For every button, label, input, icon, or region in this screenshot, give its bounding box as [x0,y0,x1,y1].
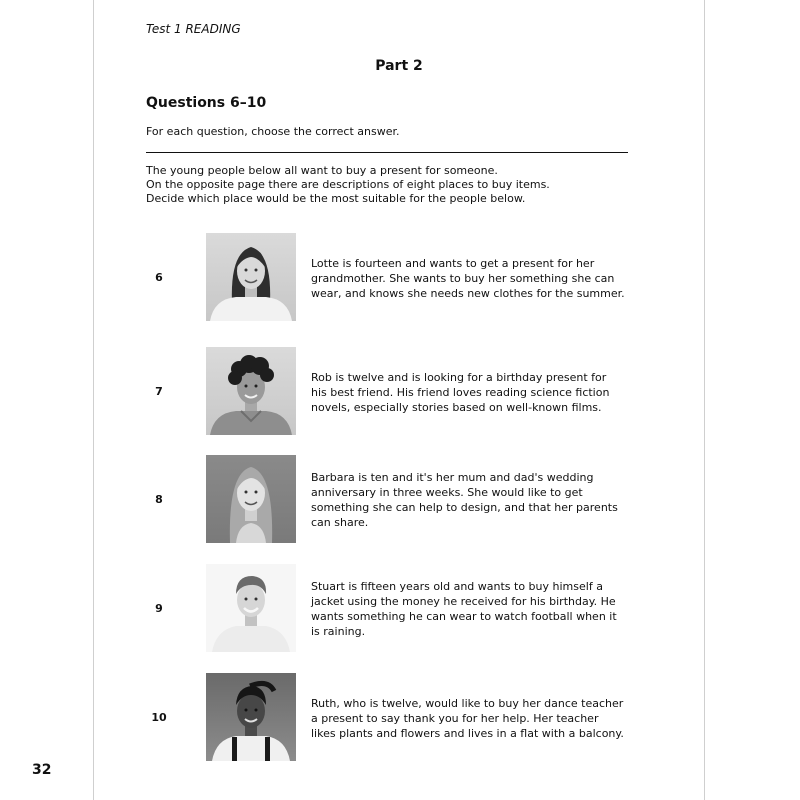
question-number: 9 [155,602,163,615]
intro-paragraph [146,164,550,206]
question-number: 7 [155,385,163,398]
portrait-photo-icon [206,564,296,652]
question-6 [94,233,706,323]
question-10 [94,673,706,763]
text-line: Rob is twelve and is looking for a birthday present for [311,370,607,384]
text-line: wear, and knows she needs new clothes for the summer. [311,286,625,300]
portrait-photo-icon [206,233,296,321]
part-title: Part 2 [375,58,423,74]
page-number: 32 [32,762,52,778]
question-text [311,455,631,545]
question-text [311,347,631,437]
text-line: wants something he can wear to watch football when it [311,610,617,623]
book-page [93,0,705,800]
portrait-photo-icon [206,455,296,543]
question-text [311,673,631,763]
text-line: is raining. [311,625,366,638]
text-line: Lotte is fourteen and wants to get a present for her [311,256,595,270]
text-line: jacket using the money he received for his birthday. He [311,595,616,608]
question-number: 6 [155,271,163,284]
text-line: novels, especially stories based on well-known films. [311,400,602,414]
intro-line: The young people below all want to buy a present for someone. [146,164,498,177]
text-line: Stuart is fifteen years old and wants to buy himself a [311,580,603,593]
text-line: his best friend. His friend loves reading science fiction [311,385,610,399]
question-text [311,564,631,654]
question-number: 8 [155,493,163,506]
question-8 [94,455,706,545]
text-line: something she can help to design, and that her parents [311,501,618,514]
question-number: 10 [151,711,167,724]
text-line: anniversary in three weeks. She would like to get [311,486,583,499]
text-line: Barbara is ten and it's her mum and dad's wedding [311,471,594,484]
running-head: Test 1 READING [146,22,241,36]
text-line: a present to say thank you for her help. Her teacher [311,711,599,725]
question-9 [94,564,706,654]
questions-heading: Questions 6–10 [146,95,267,111]
intro-line: On the opposite page there are descriptions of eight places to buy items. [146,178,550,191]
intro-line: Decide which place would be the most suitable for the people below. [146,192,526,205]
text-line: likes plants and flowers and lives in a flat with a balcony. [311,726,624,740]
text-line: can share. [311,516,369,529]
portrait-photo-icon [206,673,296,761]
text-line: grandmother. She wants to buy her something she can [311,271,615,285]
question-text [311,233,631,323]
divider-rule [146,152,628,153]
instruction-text: For each question, choose the correct answer. [146,125,400,138]
portrait-photo-icon [206,347,296,435]
question-7 [94,347,706,437]
text-line: Ruth, who is twelve, would like to buy her dance teacher [311,696,624,710]
